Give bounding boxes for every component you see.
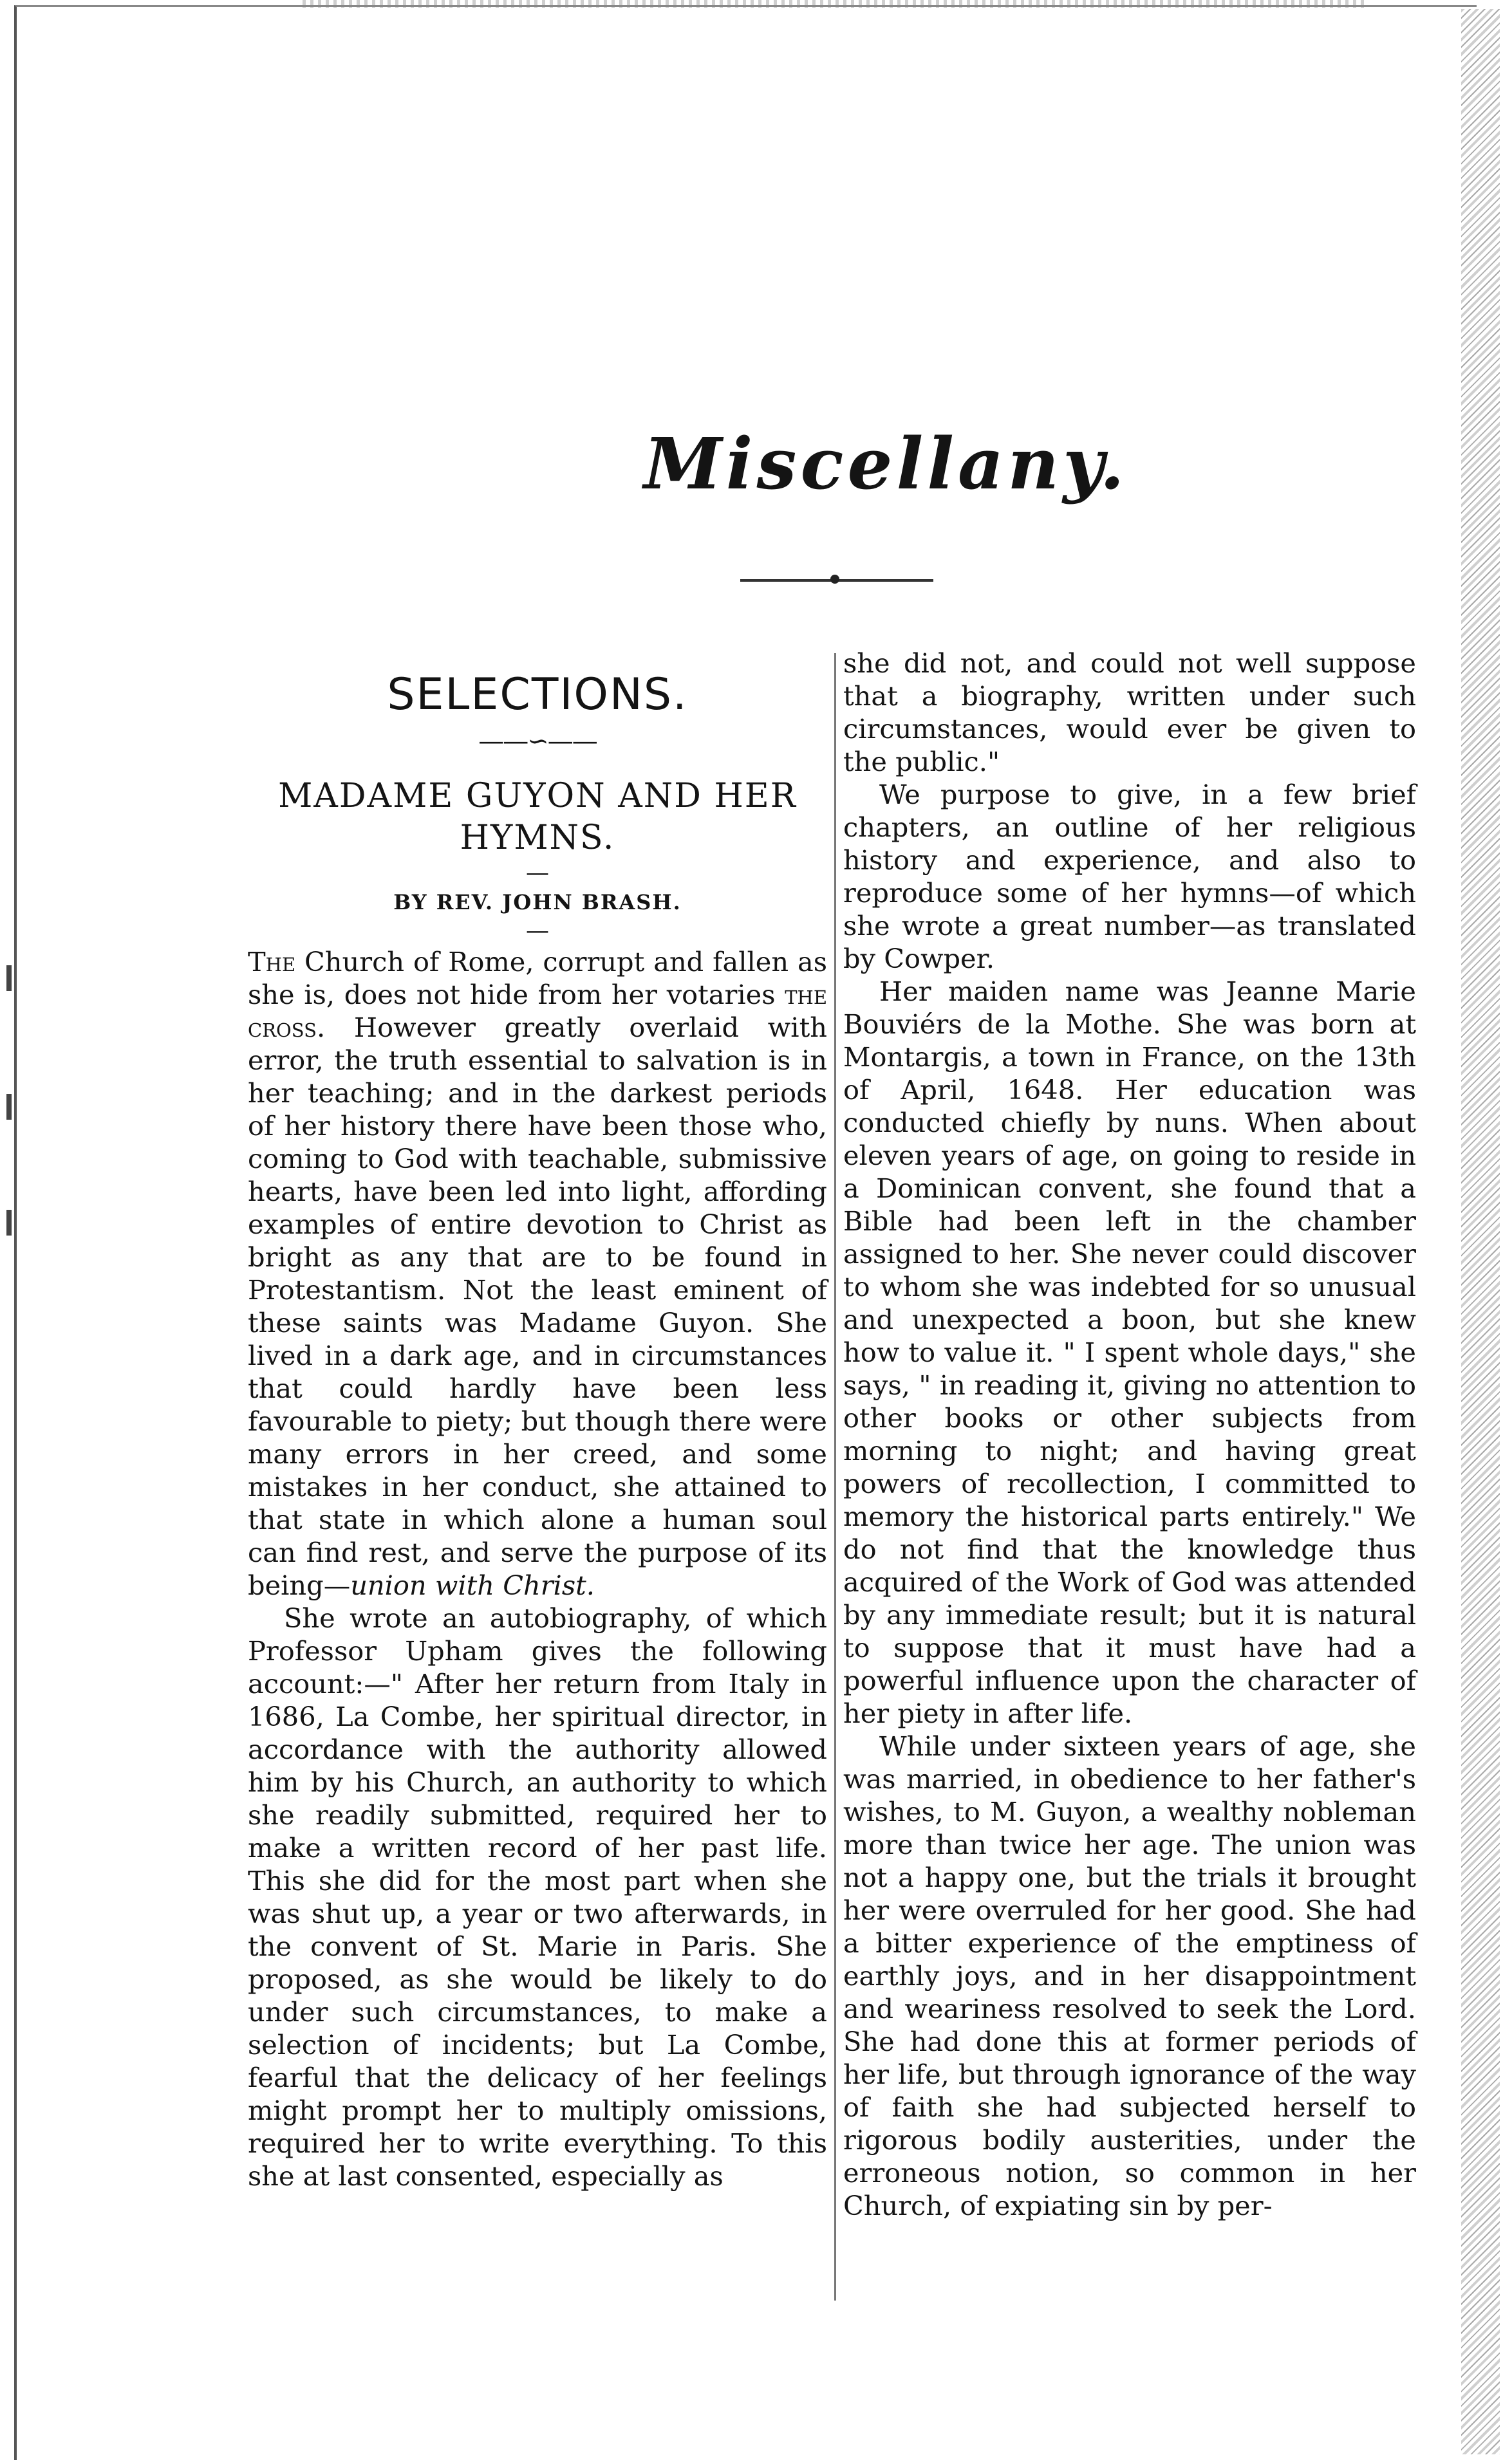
paragraph-1-text-a: Church of Rome, corrupt and fallen as she is, does not hide from her votaries bbox=[248, 946, 827, 1010]
the-cross-smallcaps: the cross. bbox=[248, 979, 827, 1043]
union-with-christ: union with Christ. bbox=[350, 1570, 595, 1601]
section-ornament: ——∽—— bbox=[478, 727, 597, 756]
title-dash: — bbox=[526, 860, 549, 886]
section-title: SELECTIONS. bbox=[387, 669, 688, 720]
left-column bbox=[248, 653, 827, 2192]
masthead-dot bbox=[830, 575, 839, 584]
masthead-title: Miscellany. bbox=[644, 422, 1128, 505]
byline-dash: — bbox=[526, 918, 549, 944]
right-column bbox=[843, 647, 1416, 2222]
article-title bbox=[248, 775, 827, 859]
article-title-line-1: MADAME GUYON AND HER bbox=[278, 777, 797, 815]
margin-mark bbox=[6, 965, 12, 991]
byline: BY REV. JOHN BRASH. bbox=[393, 890, 682, 914]
margin-mark bbox=[6, 1210, 12, 1236]
article-title-line-2: HYMNS. bbox=[460, 819, 615, 857]
paragraph-5: Her maiden name was Jeanne Marie Bouviérs de la Mothe. She was born at Montargis, a town in France, on the 13th of April, 1648. Her education was conducted chiefly by nuns. When about eleven years of age, on going to reside in a Dominican convent, she found that a Bible had been left in the chamber assigned to her. She never could discover to whom she was indebted for so unusual and unexpected a boon, but she knew how to value it. " I spent whole days," she says, " in reading it, giving no attention to other books or other subjects from morning to night; and having great powers of recollection, I committed to memory the historical parts entirely." We do not find that the knowledge thus acquired of the Work of God was attended by any immediate result; but it is natural to suppose that it must have had a powerful influence upon the character of her piety in after life. bbox=[843, 976, 1416, 1729]
binding-edge bbox=[1461, 9, 1500, 2454]
opening-word: The bbox=[248, 946, 296, 977]
paragraph-6: While under sixteen years of age, she was married, in obedience to her father's wishes, to M. Guyon, a wealthy nobleman more than twice her age. The union was not a happy one, but the trials it brought her were overruled for her good. She had a bitter experience of the emptiness of earthly joys, and in her disappointment and weariness resolved to seek the Lord. She had done this at former periods of her life, but through ignorance of the way of faith she had subjected herself to rigorous bodily austerities, under the erroneous notion, so common in her Church, of expiating sin by per- bbox=[843, 1730, 1416, 2221]
paragraph-1-text-b: However greatly overlaid with error, the truth essential to salvation is in her teaching; and in the darkest periods of her history there have been those who, coming to God with teachable, submissive hearts, have been led into light, affording examples of entire devotion to Christ as bright as any that are to be found in Protestantism. Not the least eminent of these saints was Madame Guyon. She lived in a dark age, and in circumstances that could hardly have been less favourable to piety; but though there were many errors in her creed, and some mistakes in her conduct, she attained to that state in which alone a human soul can find rest, and serve the purpose of its being— bbox=[248, 1012, 827, 1601]
paragraph-4: We purpose to give, in a few brief chapters, an outline of her religious history and experience, and also to reproduce some of her hymns—of which she wrote a great number—as translated by Cowper. bbox=[843, 779, 1416, 974]
paragraph-1 bbox=[248, 945, 827, 1602]
paragraph-2: She wrote an autobiography, of which Professor Upham gives the following account:—" After her return from Italy in 1686, La Combe, her spiritual director, in accordance with the authority allowed him by his Church, an authority to which she readily submitted, required her to make a written record of her past life. This she did for the most part when she was shut up, a year or two afterwards, in the convent of St. Marie in Paris. She proposed, as she would be likely to do under such circumstances, to make a selection of incidents; but La Combe, fearful that the delicacy of her feelings might prompt her to multiply omissions, required her to write everything. To this she at last consented, especially as bbox=[248, 1602, 827, 2192]
column-divider bbox=[834, 653, 836, 2301]
margin-mark bbox=[6, 1094, 12, 1120]
paragraph-3: she did not, and could not well suppose that a biography, written under such circumstances, would ever be given to the public." bbox=[843, 647, 1416, 777]
